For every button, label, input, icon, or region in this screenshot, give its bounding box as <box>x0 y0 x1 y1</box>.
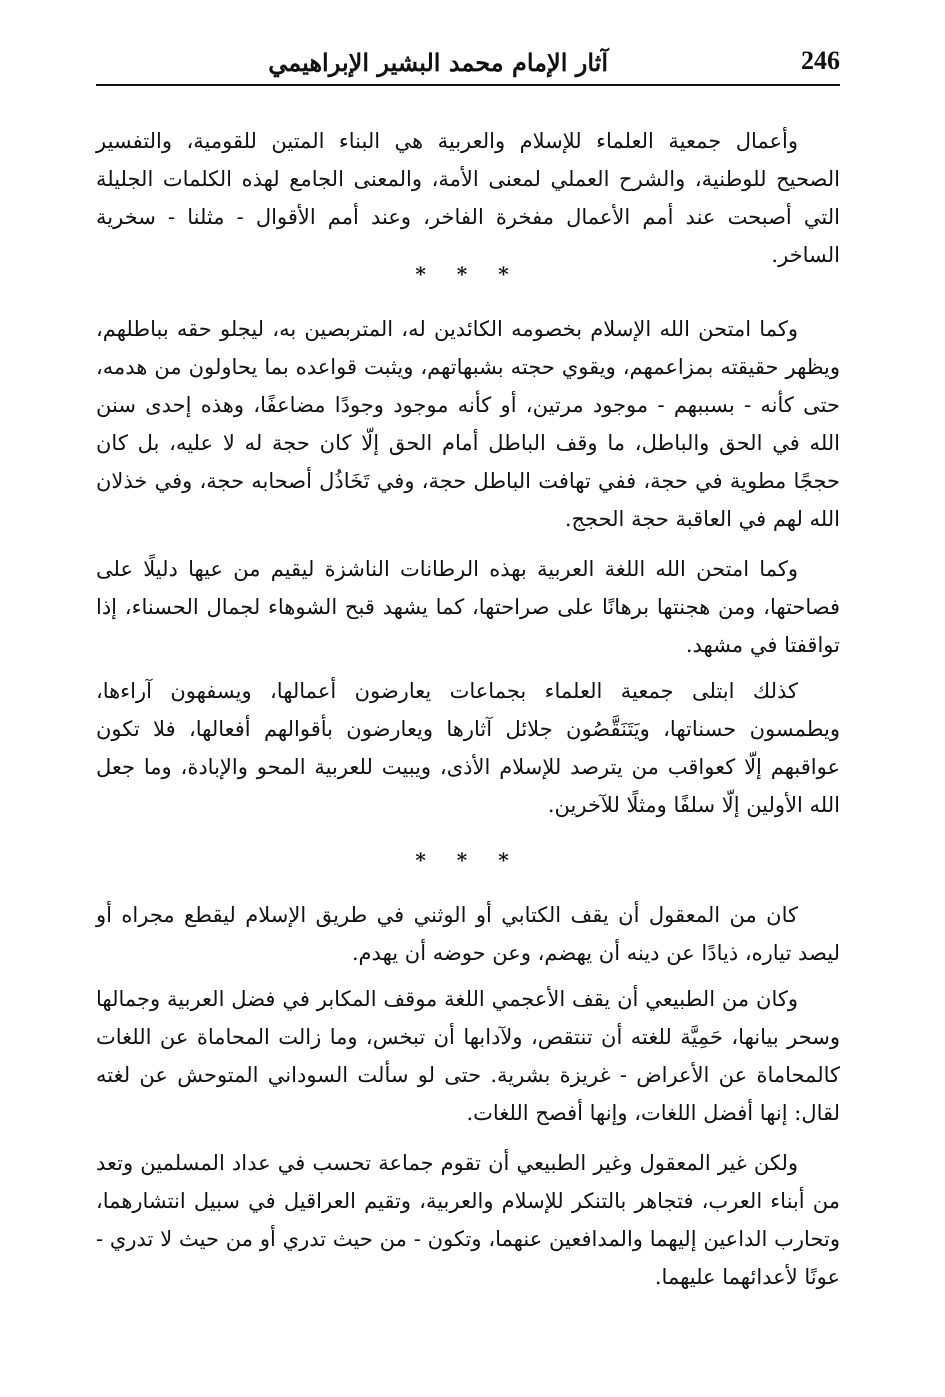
section-separator-2: * * * <box>415 848 521 872</box>
running-head <box>96 44 840 84</box>
paragraph-3: وكما امتحن الله اللغة العربية بهذه الرطانات الناشزة ليقيم من عيها دليلًا على فصاحتها، ومن هجنتها برهانًا على صراحتها، كما يشهد قبح الشوهاء لجمال الحسناء، إذا تواقفتا في مشهد. <box>96 557 840 657</box>
paragraph-6: وكان من الطبيعي أن يقف الأعجمي اللغة موقف المكابر في فضل العربية وجمالها وسحر بيانها، حَمِيَّة للغته أن تنتقص، ولآدابها أن تبخس، وما زالت المحاماة عن اللغات كالمحاماة عن الأعراض - غريزة بشرية. حتى لو سألت السوداني المتوحش عن لغته لقال: إنها أفضل اللغات، وإنها أفصح اللغات. <box>96 987 840 1125</box>
paragraph-1: وأعمال جمعية العلماء للإسلام والعربية هي البناء المتين للقومية، والتفسير الصحيح للوطنية، والشرح العملي لمعنى الأمة، والمعنى الجامع لهذه الكلمات الجليلة التي أصبحت عند أمم الأعمال مفخرة الفاخر، وعند أمم الأقوال - مثلنا - سخرية الساخر. <box>96 129 840 267</box>
paragraph-2: وكما امتحن الله الإسلام بخصومه الكائدين له، المتربصين به، ليجلو حقه بباطلهم، ويظهر حقيقته بمزاعمهم، ويقوي حجته بشبهاتهم، ويثبت قواعده بما يحاولون من هدمه، حتى كأنه - بسببهم - موجود مرتين، أو كأنه موجود وجودًا مضاعفًا، وهذه إحدى سنن الله في الحق والباطل، ما وقف الباطل أمام الحق إلّا كان حجة له لا عليه، بل كان حججًا مطوية في حجة، ففي تهافت الباطل حجة، وفي تَخَاذُل أصحابه حجة، وفي خذلان الله لهم في العاقبة حجة الحجج. <box>96 317 840 531</box>
section-separator-1: * * * <box>415 262 521 286</box>
running-title: آثار الإمام محمد البشير الإبراهيمي <box>268 48 608 77</box>
paragraph-5: كان من المعقول أن يقف الكتابي أو الوثني في طريق الإسلام ليقطع مجراه أو ليصد تياره، ذيادًا عن دينه أن يهضم، وعن حوضه أن يهدم. <box>96 903 840 965</box>
paragraph-7: ولكن غير المعقول وغير الطبيعي أن تقوم جماعة تحسب في عداد المسلمين وتعد من أبناء العرب، فتجاهر بالتنكر للإسلام والعربية، وتقيم العراقيل في سبيل انتشارهما، وتحارب الداعين إليهما والمدافعين عنهما، وتكون - من حيث تدري أو من حيث لا تدري - عونًا لأعدائهما عليهما. <box>96 1151 840 1289</box>
paragraph-4: كذلك ابتلى جمعية العلماء بجماعات يعارضون أعمالها، ويسفهون آراءها، ويطمسون حسناتها، ويَتَنَقَّصُون جلائل آثارها ويعارضون بأقوالهم أفعالها، فلا تكون عواقبهم إلّا كعواقب من يترصد للإسلام الأذى، ويبيت للعربية المحو والإبادة، وما جعل الله الأولين إلّا سلفًا ومثلًا للآخرين. <box>96 679 840 817</box>
header-rule <box>96 84 840 86</box>
page-number: 246 <box>801 46 840 75</box>
